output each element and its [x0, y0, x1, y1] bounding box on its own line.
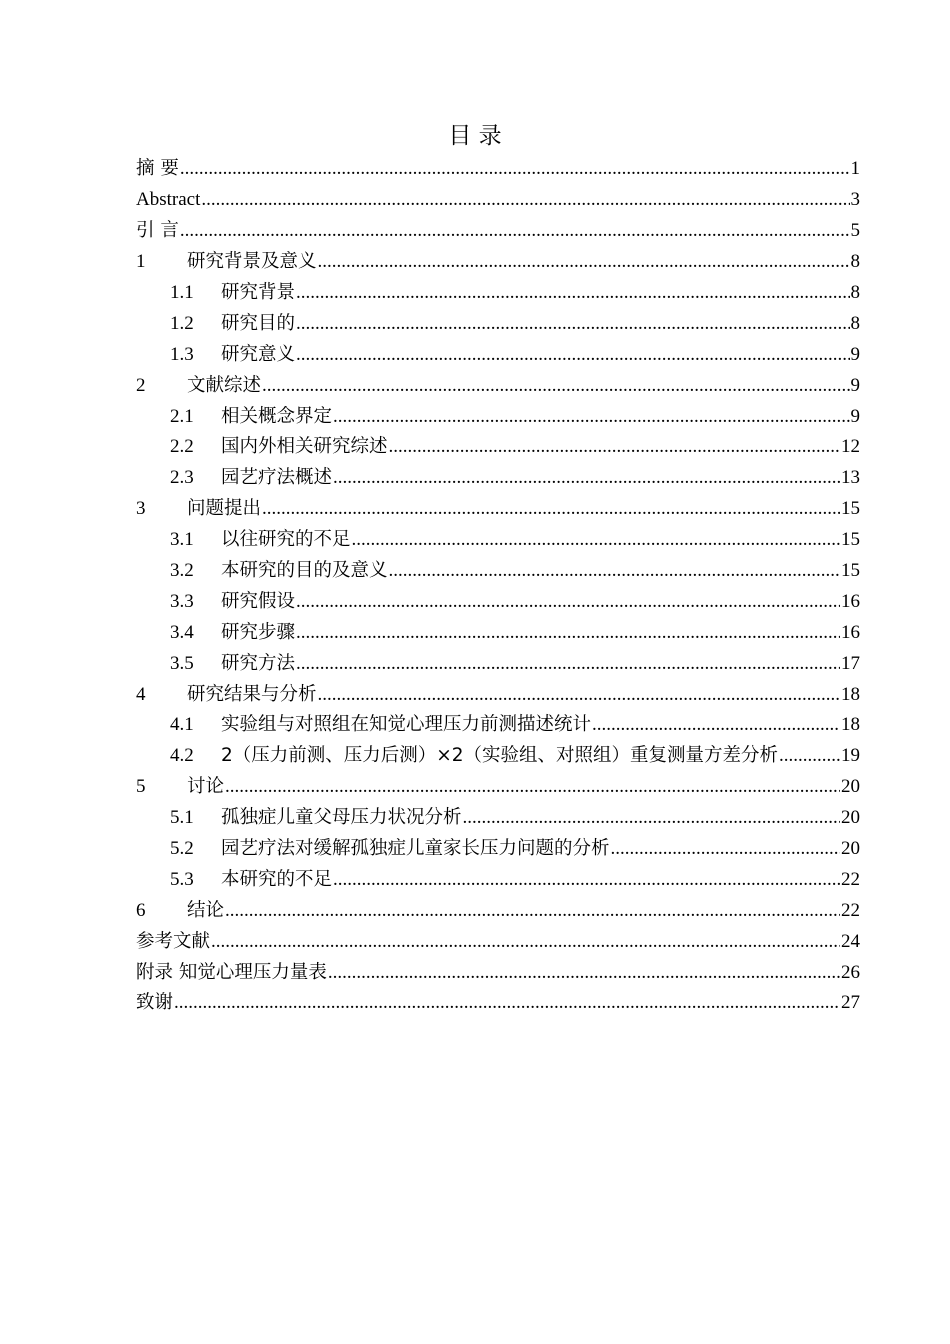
toc-entry[interactable]	[136, 648, 860, 679]
toc-entry-label: 致谢	[136, 992, 174, 1014]
toc-dot-leader	[389, 432, 840, 462]
toc-entry[interactable]	[136, 339, 860, 370]
toc-dot-leader	[225, 772, 840, 802]
toc-entry-page-number: 8	[850, 312, 860, 334]
toc-entry-number: 3.4	[170, 621, 194, 643]
toc-entry-page-number: 16	[841, 590, 860, 612]
toc-entry-page-number: 20	[841, 776, 860, 798]
toc-entry-page-number: 18	[841, 714, 860, 736]
toc-entry[interactable]	[136, 803, 860, 834]
toc-entry-page-number: 17	[841, 652, 860, 674]
toc-entry-label: 研究结果与分析	[187, 683, 317, 705]
toc-entry-number: 1.3	[170, 343, 194, 365]
toc-entry-number: 1	[136, 251, 146, 273]
toc-dot-leader	[328, 958, 840, 988]
toc-entry-page-number: 13	[841, 467, 860, 489]
toc-entry-number: 4.2	[170, 745, 194, 767]
toc-entry-label: 研究意义	[221, 343, 296, 365]
toc-entry-label: 园艺疗法对缓解孤独症儿童家长压力问题的分析	[221, 838, 610, 860]
toc-entry-number: 1.1	[170, 282, 194, 303]
toc-entry-label: 文献综述	[187, 374, 262, 396]
toc-dot-leader	[352, 525, 840, 555]
toc-entry-label: 实验组与对照组在知觉心理压力前测描述统计	[221, 714, 592, 736]
toc-entry[interactable]	[136, 494, 860, 525]
toc-dot-leader	[180, 216, 850, 246]
toc-entry-label: 研究背景	[221, 282, 296, 303]
toc-entry-number: 6	[136, 899, 146, 921]
toc-entry[interactable]	[136, 586, 860, 617]
toc-entry-label: 研究步骤	[221, 621, 296, 643]
toc-dot-leader	[262, 494, 840, 524]
toc-dot-leader	[389, 556, 840, 586]
toc-entry-number: 5.3	[170, 868, 194, 890]
toc-entry-label: 摘 要	[136, 158, 179, 180]
toc-entry-number: 5.2	[170, 838, 194, 860]
toc-entry-page-number: 12	[841, 436, 860, 458]
toc-entry-label: 国内外相关研究综述	[221, 436, 388, 458]
toc-entry-label: 研究目的	[221, 312, 296, 334]
toc-dot-leader	[333, 463, 840, 493]
toc-entry[interactable]	[136, 401, 860, 432]
toc-entry-number: 1.2	[170, 312, 194, 334]
toc-entry-label: 参考文献	[136, 930, 211, 952]
toc-entry[interactable]	[136, 926, 860, 957]
toc-entry-page-number: 15	[841, 498, 860, 520]
toc-dot-leader	[318, 247, 850, 277]
toc-entry-label: 研究方法	[221, 652, 296, 674]
toc-entry-page-number: 15	[841, 529, 860, 551]
toc-entry-label: Abstract	[136, 189, 201, 211]
toc-entry-page-number: 26	[841, 961, 860, 983]
toc-entry[interactable]	[136, 216, 860, 247]
toc-entry[interactable]	[136, 308, 860, 339]
toc-entry-label: 附录 知觉心理压力量表	[136, 961, 327, 983]
toc-entry-page-number: 9	[850, 374, 860, 396]
toc-dot-leader	[296, 587, 840, 617]
toc-entry[interactable]	[136, 432, 860, 463]
toc-entry[interactable]	[136, 957, 860, 988]
toc-entry[interactable]	[136, 278, 860, 309]
toc-dot-leader	[296, 340, 849, 370]
toc-entry-label: 引 言	[136, 220, 179, 242]
toc-title: 目 录	[448, 123, 502, 149]
toc-entry-number: 3.2	[170, 560, 194, 582]
toc-dot-leader	[201, 185, 849, 215]
toc-dot-leader	[779, 741, 840, 771]
toc-entry[interactable]	[136, 617, 860, 648]
toc-entry[interactable]	[136, 741, 860, 772]
toc-entry-label: 问题提出	[187, 498, 262, 520]
toc-entry[interactable]	[136, 988, 860, 1019]
toc-entry[interactable]	[136, 247, 860, 278]
toc-entry-page-number: 20	[841, 807, 860, 829]
toc-entry[interactable]	[136, 710, 860, 741]
toc-entry-page-number: 20	[841, 838, 860, 860]
toc-dot-leader	[463, 803, 840, 833]
toc-entry-page-number: 18	[841, 683, 860, 705]
toc-entry-page-number: 22	[841, 868, 860, 890]
toc-entry[interactable]	[136, 370, 860, 401]
toc-dot-leader	[296, 649, 840, 679]
toc-entry[interactable]	[136, 895, 860, 926]
toc-entry-page-number: 15	[841, 560, 860, 582]
toc-entry-page-number: 9	[850, 343, 860, 365]
toc-entry[interactable]	[136, 185, 860, 216]
toc-dot-leader	[225, 896, 840, 926]
toc-entry-page-number: 8	[850, 282, 860, 303]
toc-entry-label: 结论	[187, 899, 225, 921]
toc-entry-label: 研究背景及意义	[187, 251, 317, 273]
toc-entry-page-number: 9	[850, 405, 860, 427]
toc-entry-number: 4.1	[170, 714, 194, 736]
toc-dot-leader	[174, 988, 840, 1018]
toc-entry[interactable]	[136, 834, 860, 865]
toc-dot-leader	[333, 865, 840, 895]
toc-dot-leader	[262, 371, 849, 401]
toc-entry-page-number: 22	[841, 899, 860, 921]
toc-dot-leader	[296, 618, 840, 648]
toc-entry-number: 2.3	[170, 467, 194, 489]
toc-entry-label: 园艺疗法概述	[221, 467, 333, 489]
toc-entry-label: 本研究的目的及意义	[221, 560, 388, 582]
toc-entry-page-number: 16	[841, 621, 860, 643]
toc-entry[interactable]	[136, 772, 860, 803]
toc-entry-page-number: 1	[850, 158, 860, 180]
toc-entry-label: 本研究的不足	[221, 868, 333, 890]
toc-entry-page-number: 19	[841, 745, 860, 767]
toc-entry-number: 2	[136, 374, 146, 396]
toc-dot-leader	[211, 927, 840, 957]
toc-entry-page-number: 8	[850, 251, 860, 273]
toc-entry-page-number: 3	[850, 189, 860, 211]
toc-entry-label: 以往研究的不足	[221, 529, 351, 551]
toc-entry-label: 研究假设	[221, 590, 296, 612]
toc-entry[interactable]	[136, 556, 860, 587]
toc-entry[interactable]	[136, 154, 860, 185]
toc-entry-number: 5.1	[170, 807, 194, 829]
toc-dot-leader	[611, 834, 840, 864]
toc-entry-page-number: 5	[850, 220, 860, 242]
toc-dot-leader	[592, 710, 840, 740]
toc-entry-label: 2（压力前测、压力后测）×2（实验组、对照组）重复测量方差分析	[221, 745, 779, 767]
toc-entry[interactable]	[136, 864, 860, 895]
toc-entry[interactable]	[136, 463, 860, 494]
toc-entry-page-number: 27	[841, 992, 860, 1014]
toc-entry-number: 3	[136, 498, 146, 520]
toc-entry-number: 3.1	[170, 529, 194, 551]
toc-entry-number: 2.2	[170, 436, 194, 458]
toc-dot-leader	[333, 402, 849, 432]
toc-entry-number: 3.5	[170, 652, 194, 674]
toc-entry[interactable]	[136, 525, 860, 556]
toc-entry-page-number: 24	[841, 930, 860, 952]
toc-entry-label: 孤独症儿童父母压力状况分析	[221, 807, 462, 829]
toc-entry[interactable]	[136, 679, 860, 710]
toc-entry-number: 3.3	[170, 590, 194, 612]
toc-entry-label: 讨论	[187, 776, 225, 798]
toc-dot-leader	[296, 278, 849, 308]
toc-dot-leader	[180, 154, 850, 184]
toc-entry-number: 4	[136, 683, 146, 705]
toc-entry-number: 2.1	[170, 405, 194, 427]
toc-dot-leader	[318, 680, 840, 710]
toc-entry-label: 相关概念界定	[221, 405, 333, 427]
table-of-contents	[136, 154, 860, 1019]
toc-entry-number: 5	[136, 776, 146, 798]
toc-dot-leader	[296, 309, 849, 339]
